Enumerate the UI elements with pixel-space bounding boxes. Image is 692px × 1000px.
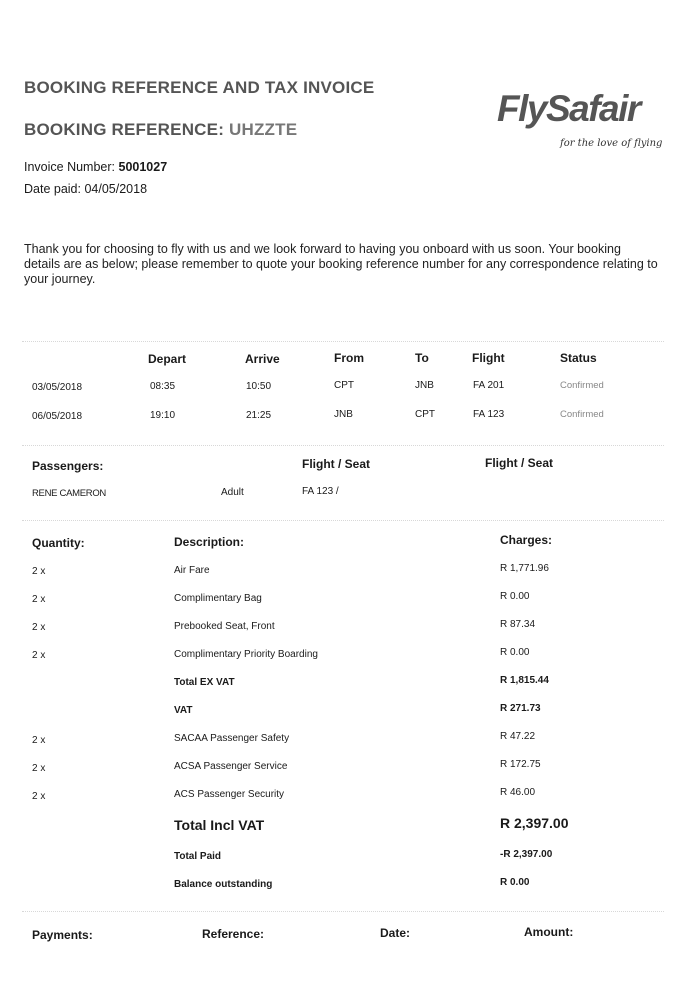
header-arrive: Arrive: [245, 352, 280, 366]
flight-depart: 19:10: [150, 410, 176, 421]
logo-tagline: for the love of flying: [560, 138, 663, 149]
flight-arrive: 10:50: [246, 381, 272, 392]
charge-amount: R 1,771.96: [500, 563, 549, 574]
flight-status: Confirmed: [560, 380, 604, 391]
header-from: From: [334, 351, 364, 365]
description-header: Description:: [174, 535, 245, 549]
charge-amount: R 46.00: [500, 787, 536, 798]
flight-from: CPT: [334, 380, 354, 391]
flight-from: JNB: [334, 409, 353, 420]
header-flight: Flight: [472, 351, 505, 365]
header-depart: Depart: [148, 352, 187, 366]
charge-qty: 2 x: [32, 566, 46, 577]
flysafair-logo: FlySafair: [497, 88, 640, 129]
charge-desc: SACAA Passenger Safety: [174, 733, 290, 744]
charge-desc: Complimentary Bag: [174, 593, 262, 604]
charge-desc: Prebooked Seat, Front: [174, 621, 275, 632]
passenger-type: Adult: [221, 487, 244, 498]
flight-to: JNB: [415, 380, 434, 391]
invoice-number-value: 5001027: [118, 160, 168, 174]
charge-desc: Total EX VAT: [174, 677, 235, 688]
total-paid-label: Total Paid: [174, 851, 222, 862]
passenger-name: RENE CAMERON: [32, 488, 106, 499]
amount-label: Amount:: [524, 925, 574, 939]
passengers-label: Passengers:: [32, 459, 104, 473]
charge-desc: ACS Passenger Security: [174, 789, 285, 800]
flight-date: 03/05/2018: [32, 382, 83, 393]
total-paid-value: -R 2,397.00: [500, 849, 553, 860]
charge-qty: 2 x: [32, 735, 46, 746]
charge-amount: R 87.34: [500, 619, 536, 630]
passenger-seat: FA 123 /: [302, 486, 339, 497]
charge-qty: 2 x: [32, 650, 46, 661]
charge-amount: R 1,815.44: [500, 675, 549, 686]
balance-label: Balance outstanding: [174, 879, 273, 890]
invoice-number-label: Invoice Number:: [24, 160, 116, 174]
total-incl-vat-label: Total Incl VAT: [174, 817, 265, 833]
divider: [22, 911, 664, 912]
charge-amount: R 0.00: [500, 647, 530, 658]
divider: [22, 520, 664, 521]
divider: [22, 341, 664, 342]
charge-qty: 2 x: [32, 763, 46, 774]
flight-arrive: 21:25: [246, 410, 272, 421]
flight-status: Confirmed: [560, 409, 604, 420]
booking-reference: [24, 120, 297, 140]
flight-number: FA 201: [473, 380, 505, 391]
intro-text: Thank you for choosing to fly with us and we look forward to having you onboard with us soon. Your booking details are as below; please remember to quote your booking reference number for any correspondence relating to your journey.: [24, 242, 658, 286]
date-paid: Date paid: 04/05/2018: [24, 182, 148, 196]
reference-label: Reference:: [202, 927, 265, 941]
flight-seat-header-1: Flight / Seat: [302, 457, 371, 471]
invoice-number: [24, 160, 167, 174]
charge-desc: VAT: [174, 705, 193, 716]
booking-ref-label: BOOKING REFERENCE:: [24, 120, 225, 139]
charge-amount: R 47.22: [500, 731, 536, 742]
charge-amount: R 271.73: [500, 703, 541, 714]
payments-label: Payments:: [32, 928, 93, 942]
flight-depart: 08:35: [150, 381, 176, 392]
flight-date: 06/05/2018: [32, 411, 83, 422]
total-incl-vat-value: R 2,397.00: [500, 815, 569, 831]
header-status: Status: [560, 351, 597, 365]
charge-desc: Air Fare: [174, 565, 210, 576]
invoice-title: BOOKING REFERENCE AND TAX INVOICE: [24, 78, 375, 97]
header-to: To: [415, 351, 429, 365]
balance-value: R 0.00: [500, 877, 530, 888]
charge-qty: 2 x: [32, 594, 46, 605]
charge-qty: 2 x: [32, 791, 46, 802]
divider: [22, 445, 664, 446]
charges-header: Charges:: [500, 533, 553, 547]
date-label: Date:: [380, 926, 411, 940]
booking-ref-value: UHZZTE: [229, 120, 298, 139]
quantity-header: Quantity:: [32, 536, 85, 550]
charge-desc: ACSA Passenger Service: [174, 761, 288, 772]
flight-to: CPT: [415, 409, 435, 420]
flight-number: FA 123: [473, 409, 505, 420]
charge-qty: 2 x: [32, 622, 46, 633]
charge-amount: R 172.75: [500, 759, 541, 770]
flight-seat-header-2: Flight / Seat: [485, 456, 554, 470]
charge-desc: Complimentary Priority Boarding: [174, 649, 318, 660]
charge-amount: R 0.00: [500, 591, 530, 602]
